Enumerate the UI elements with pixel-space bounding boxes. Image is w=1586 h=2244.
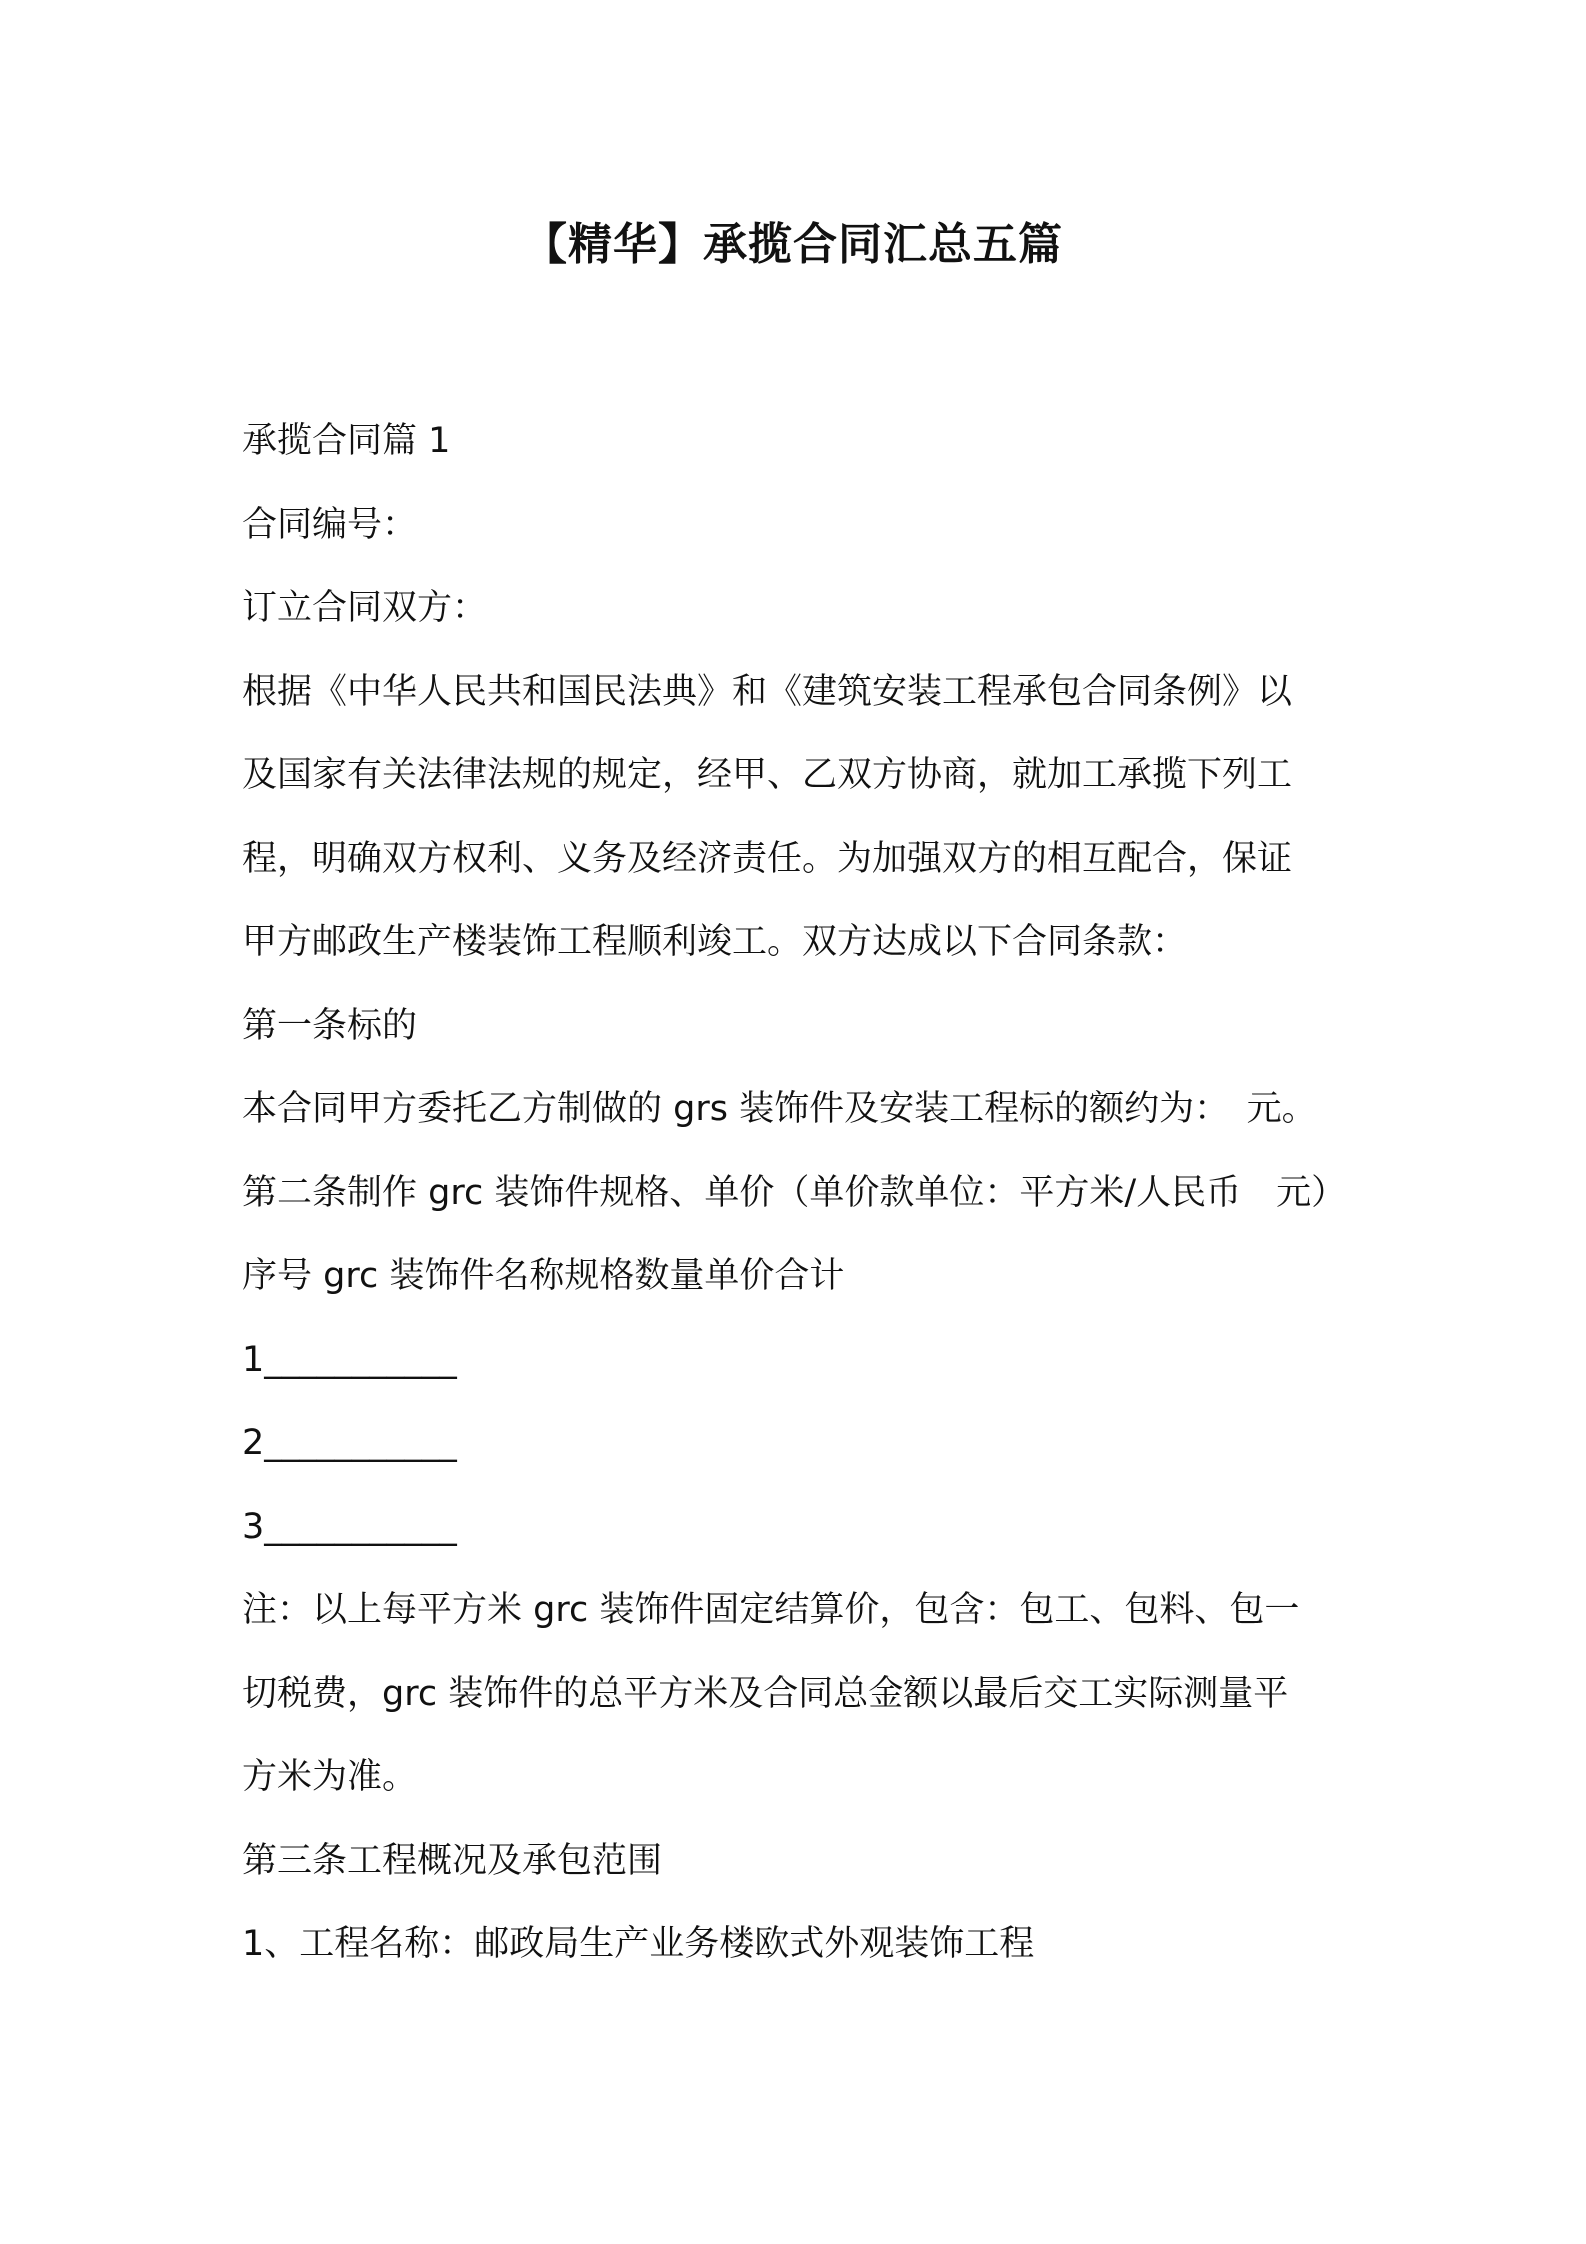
blank-row: 2___________ bbox=[242, 1423, 457, 1463]
list-item: 1、工程名称：邮政局生产业务楼欧式外观装饰工程 bbox=[242, 1924, 1035, 1964]
blank-row: 3___________ bbox=[242, 1506, 457, 1547]
article-heading: 第三条工程概况及承包范围 bbox=[242, 1840, 663, 1881]
note-line: 注：以上每平方米 grc 装饰件固定结算价，包含：包工、包料、包一 bbox=[242, 1590, 1300, 1630]
paragraph-line: 根据《中华人民共和国民法典》和《建筑安装工程承包合同条例》以 bbox=[242, 671, 1293, 712]
document-body bbox=[242, 400, 1362, 1987]
table-header-line: 序号 grc 装饰件名称规格数量单价合计 bbox=[242, 1256, 845, 1296]
contract-parties-label: 订立合同双方： bbox=[242, 588, 488, 628]
article-heading: 第一条标的 bbox=[242, 1005, 418, 1046]
blank-row: 1___________ bbox=[242, 1339, 457, 1380]
paragraph-line: 本合同甲方委托乙方制做的 grs 装饰件及安装工程标的额约为： 元。 bbox=[242, 1089, 1317, 1129]
note-line: 切税费，grc 装饰件的总平方米及合同总金额以最后交工实际测量平 bbox=[242, 1673, 1289, 1714]
contract-number-label: 合同编号： bbox=[242, 504, 418, 545]
paragraph-line: 程，明确双方权利、义务及经济责任。为加强双方的相互配合，保证 bbox=[242, 838, 1293, 879]
article-heading: 第二条制作 grc 装饰件规格、单价（单价款单位：平方米/人民币 元） bbox=[242, 1172, 1347, 1213]
document-title: 【精华】承揽合同汇总五篇 bbox=[523, 219, 1063, 270]
section-heading: 承揽合同篇 1 bbox=[242, 421, 451, 461]
paragraph-line: 及国家有关法律法规的规定，经甲、乙双方协商，就加工承揽下列工 bbox=[242, 755, 1293, 795]
note-line: 方米为准。 bbox=[242, 1757, 418, 1797]
paragraph-line: 甲方邮政生产楼装饰工程顺利竣工。双方达成以下合同条款： bbox=[242, 922, 1188, 962]
